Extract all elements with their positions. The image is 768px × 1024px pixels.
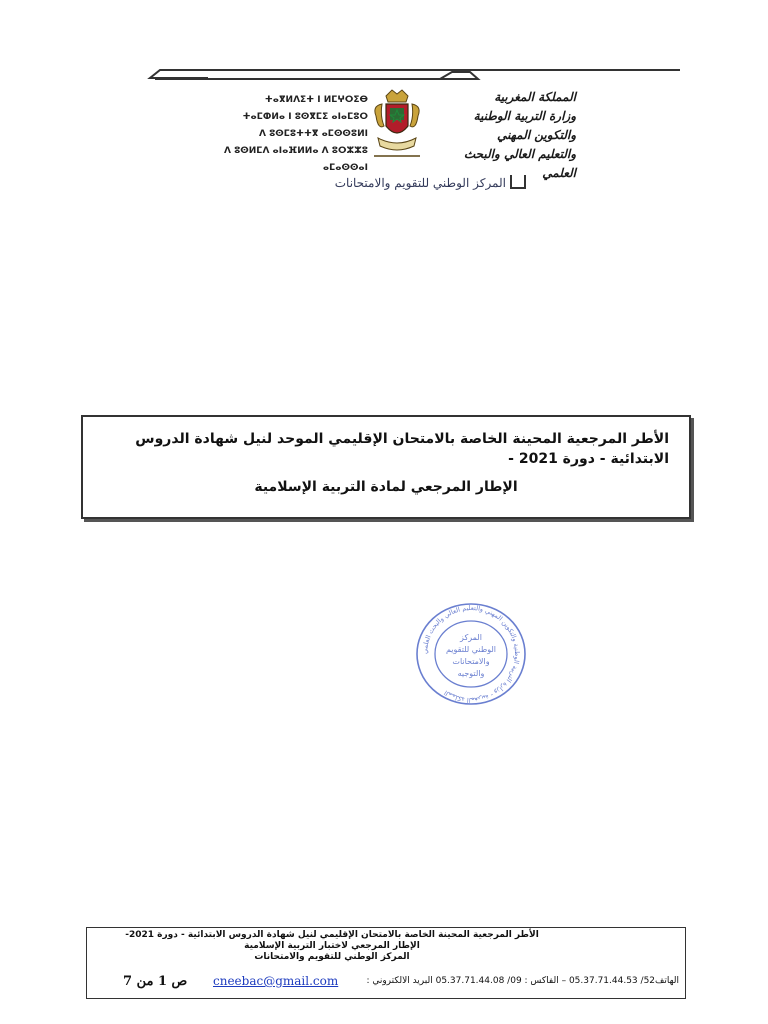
tifinagh-line: ⴷ ⵓⵙⵎⵓⵜⵜⴳ ⴰⵎⵙⵙⵓⵍⵏ	[258, 129, 368, 139]
ministry-line: المملكة المغربية	[494, 90, 576, 104]
document-title-box	[81, 415, 691, 519]
footer-line: الإطار المرجعي لاختبار التربية الإسلامية	[244, 941, 420, 951]
header-rule	[0, 0, 768, 90]
document-subtitle: الإطار المرجعي لمادة التربية الإسلامية	[254, 479, 518, 495]
email-link[interactable]: cneebac@gmail.com	[213, 974, 339, 988]
stamp-line: والتوجيه	[457, 669, 485, 678]
footer-title-lines	[97, 930, 567, 963]
official-stamp	[414, 602, 528, 706]
footer-line: المركز الوطني للتقويم والامتحانات	[254, 952, 410, 962]
stamp-line: المركز	[460, 633, 482, 642]
coat-of-arms-icon	[368, 86, 426, 164]
stamp-ring-text: المملكة المغربية - وزارة التربية الوطنية والتكوين المهني والتعليم العالي والبحث العلمي	[420, 603, 522, 705]
ministry-name-arabic	[426, 88, 576, 183]
document-title: الأطر المرجعية المحينة الخاصة بالامتحان الإقليمي الموحد لنيل شهادة الدروس الابتدائية - دورة 2021 -	[135, 431, 669, 467]
ministry-line: والتكوين المهني	[497, 128, 576, 142]
footer-contact-row	[93, 974, 679, 990]
page-footer	[86, 927, 686, 999]
tifinagh-line: ⴷ ⵓⵙⵍⵎⴷ ⴰⵏⴰⴼⵍⵍⴰ ⴷ ⵓⵔⵣⵣⵓ ⴰⵎⴰⵙⵙⴰⵏ	[223, 146, 368, 173]
bracket-icon	[510, 175, 526, 189]
centre-name: المركز الوطني للتقويم والامتحانات	[334, 176, 506, 190]
footer-line: الأطر المرجعية المحينة الخاصة بالامتحان الإقليمي لنيل شهادة الدروس الابتدائية - دورة 2021-	[125, 930, 539, 940]
stamp-line: الوطني للتقويم	[445, 645, 497, 654]
tifinagh-ministry-name	[208, 92, 368, 177]
tifinagh-line: ⵜⴰⵎⵀⵍⴰ ⵏ ⵓⵙⴳⵎⵉ ⴰⵏⴰⵎⵓⵔ	[242, 112, 368, 122]
tifinagh-line: ⵜⴰⴳⵍⴷⵉⵜ ⵏ ⵍⵎⵖⵔⵉⴱ	[264, 95, 368, 105]
stamp-line: والامتحانات	[452, 657, 490, 666]
ministry-line: والتعليم العالي والبحث العلمي	[463, 147, 576, 180]
ministry-line: وزارة التربية الوطنية	[473, 109, 576, 123]
page-number: ص 1 من 7	[123, 974, 188, 989]
contact-info: الهاتف52/ 05.37.71.44.53 – الفاكس : 09/ 05.37.71.44.08 البريد الالكتروني :	[366, 976, 679, 986]
